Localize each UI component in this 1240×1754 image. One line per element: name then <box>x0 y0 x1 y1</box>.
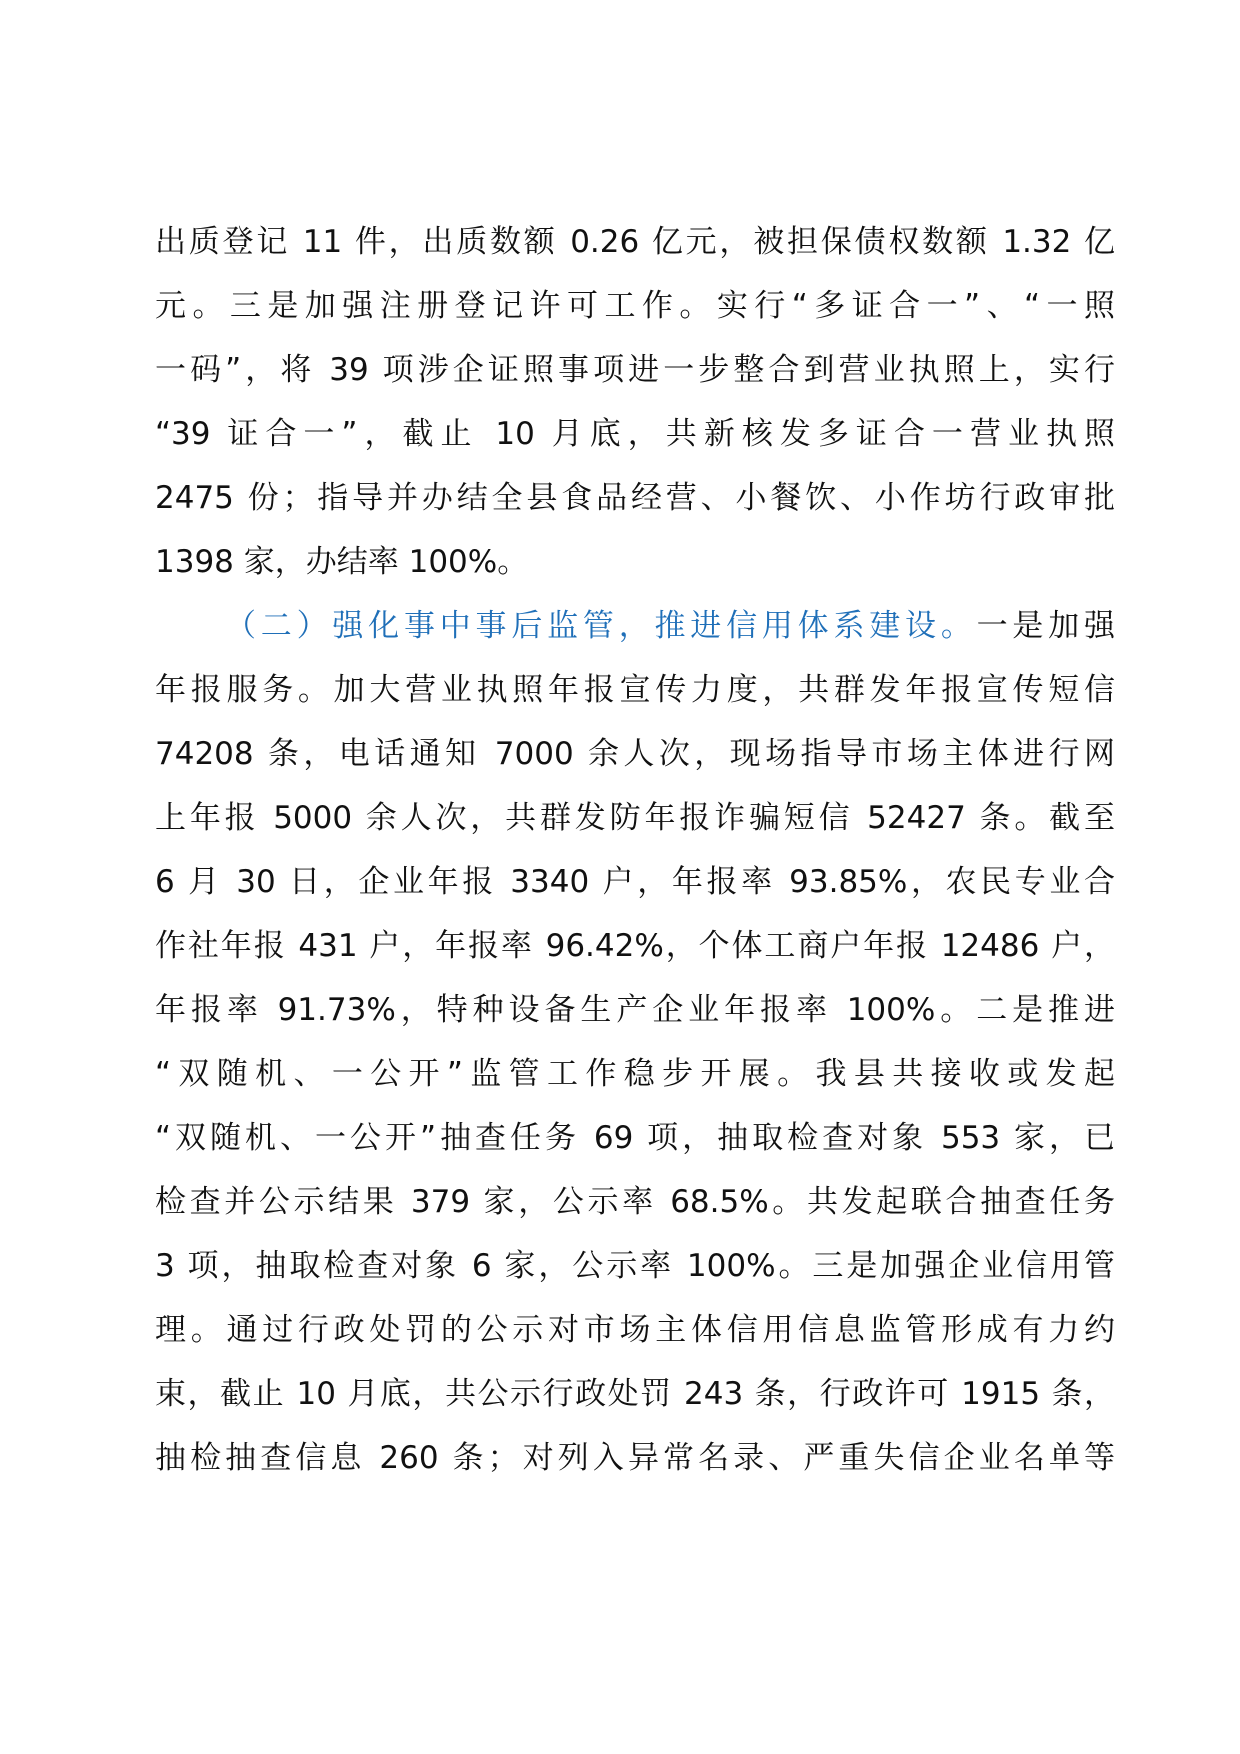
paragraph-line: 理。通过行政处罚的公示对市场主体信用信息监管形成有力约 <box>155 1312 1115 1348</box>
paragraph-line: 6 月 30 日，企业年报 3340 户，年报率 93.85%，农民专业合 <box>155 864 1115 900</box>
paragraph-line-rest: 一是加强 <box>976 608 1115 644</box>
paragraph-line: 上年报 5000 余人次，共群发防年报诈骗短信 52427 条。截至 <box>155 800 1115 836</box>
paragraph-line: 年报服务。加大营业执照年报宣传力度，共群发年报宣传短信 <box>155 672 1115 708</box>
paragraph-line: 抽检抽查信息 260 条；对列入异常名录、严重失信企业名单等 <box>155 1440 1115 1476</box>
paragraph-line: 1398 家，办结率 100%。 <box>155 544 529 580</box>
paragraph-1 <box>155 210 1115 594</box>
document-body <box>155 210 1115 1490</box>
paragraph-line: 年报率 91.73%，特种设备生产企业年报率 100%。二是推进 <box>155 992 1115 1028</box>
paragraph-line: 74208 条，电话通知 7000 余人次，现场指导市场主体进行网 <box>155 736 1115 772</box>
paragraph-2 <box>155 594 1115 1490</box>
section-heading: （二）强化事中事后监管，推进信用体系建设。 <box>225 608 977 644</box>
paragraph-line: “39 证合一”，截止 10 月底，共新核发多证合一营业执照 <box>155 416 1115 452</box>
paragraph-line: 2475 份；指导并办结全县食品经营、小餐饮、小作坊行政审批 <box>155 480 1115 516</box>
paragraph-first-line <box>155 594 1115 658</box>
paragraph-line: 3 项，抽取检查对象 6 家，公示率 100%。三是加强企业信用管 <box>155 1248 1115 1284</box>
paragraph-line: 一码”，将 39 项涉企证照事项进一步整合到营业执照上，实行 <box>155 352 1115 388</box>
paragraph-line: “双随机、一公开”抽查任务 69 项，抽取检查对象 553 家，已 <box>155 1120 1115 1156</box>
paragraph-line: 出质登记 11 件，出质数额 0.26 亿元，被担保债权数额 1.32 亿 <box>155 224 1115 260</box>
paragraph-line: “双随机、一公开”监管工作稳步开展。我县共接收或发起 <box>155 1056 1115 1092</box>
paragraph-line: 检查并公示结果 379 家，公示率 68.5%。共发起联合抽查任务 <box>155 1184 1115 1220</box>
paragraph-line: 束，截止 10 月底，共公示行政处罚 243 条，行政许可 1915 条， <box>155 1376 1115 1412</box>
paragraph-line: 作社年报 431 户，年报率 96.42%，个体工商户年报 12486 户， <box>155 928 1115 964</box>
paragraph-line: 元。三是加强注册登记许可工作。实行“多证合一”、“一照 <box>155 288 1115 324</box>
